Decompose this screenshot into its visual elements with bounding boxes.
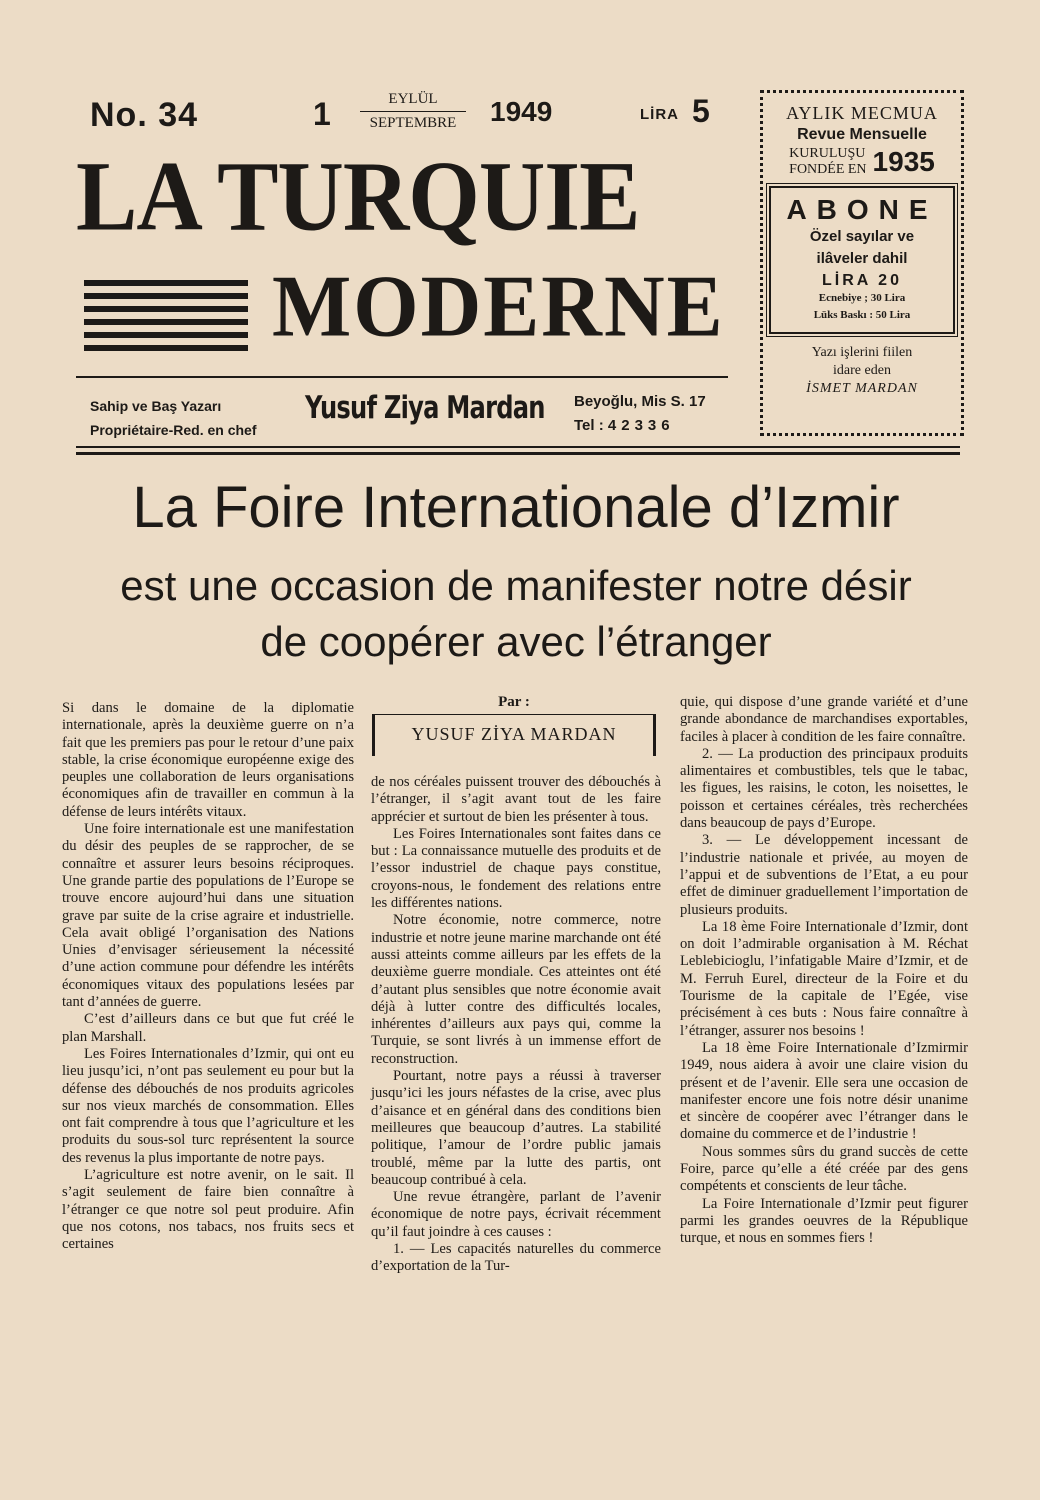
founded-label-french: FONDÉE EN	[789, 162, 867, 177]
paragraph: Les Foires Internationales d’Izmir, qui ont eu lieu jusqu’ici, n’ont pas seulement eu pour but la défense des débouchés de nos produits agricoles sur nos vieux marchés de consommation. Elles ont fait comprendre à tous que l’agriculture et les produits du sous-sol turc représentent la source des revenus la plus importante de notre pays.	[62, 1045, 354, 1166]
paragraph: L’agriculture est notre avenir, on le sait. Il s’agit seulement de faire bien connaître à l’étranger ce que notre sol peut produire. Afin que nos cotons, nos tabacs, nos fruits secs et certaines	[62, 1167, 354, 1253]
founded-label-turkish: KURULUŞU	[789, 146, 866, 161]
headline-line2: est une occasion de manifester notre désir	[120, 562, 912, 609]
subscription-line1: Özel sayılar ve	[809, 228, 915, 245]
paragraph: C’est d’ailleurs dans ce but que fut créé le plan Marshall.	[62, 1011, 354, 1045]
subscription-luxury-price: Lüks Baskı : 50 Lira	[813, 309, 911, 321]
issue-number: No. 34	[90, 96, 199, 134]
byline-box	[372, 714, 656, 756]
founded-line	[763, 146, 961, 178]
revue-mensuelle-label: Revue Mensuelle	[797, 126, 927, 143]
price-value: 5	[692, 93, 710, 129]
contact-address	[574, 390, 706, 438]
paragraph: quie, qui dispose d’une grande variété et d’une grande abondance de marchandises exportables, faciles à placer à condition de les faire connaître.	[680, 694, 968, 745]
paragraph: La 18 ème Foire Internationale d’Izmir, dont on doit l’admirable organisation à M. Réchat Leblebicioglu, l’infatigable Maire d’Izmir, et de M. Ferruh Eurel, directeur de la Foire et du Tourisme de la capitale de l’Egée, vise précisément à ces buts : Nous faire connaître à l’étranger, assurer nos besoins !	[680, 918, 968, 1039]
subscription-box	[769, 186, 955, 334]
price-label: LİRA	[640, 106, 679, 123]
paragraph: Pourtant, notre pays a réussi à traverser jusqu’ici les jours néfastes de la crise, avec plus d’aisance et en général dans des conditions bien meilleures que beaucoup d’autres. La stabilité politique, l’amour de l’ordre public jamais troublé, même par la lutte des partis, ont beaucoup contribué à cela.	[371, 1068, 661, 1188]
paragraph: Une revue étrangère, parlant de l’avenir économique de notre pays, écrivait récemment qu’il faut joindre à ces causes :	[371, 1189, 661, 1240]
editor-credit	[763, 344, 961, 398]
subscription-line2: ilâveler dahil	[816, 250, 908, 267]
byline-box-rule	[375, 714, 653, 715]
paragraph: La Foire Internationale d’Izmir peut figurer parmi les grandes oeuvres de la République turque, et nous en sommes fiers !	[680, 1195, 968, 1247]
telephone-label: Tel :	[574, 417, 604, 434]
owner-name: Yusuf Ziya Mardan	[305, 390, 545, 426]
paragraph: de nos céréales puissent trouver des débouchés à l’étranger, il s’agit avant tout de les faire apprécier et surtout de bien les présenter à tous.	[371, 774, 661, 825]
masthead-rule	[76, 376, 728, 378]
paragraph: 3. — Le développement incessant de l’industrie nationale et privée, au moyen de l’appui et de subventions de l’Etat, a eu pour effet de diminuer graduellement l’importation de plusieurs produits.	[680, 832, 968, 918]
paragraph: Les Foires Internationales sont faites dans ce but : La connaissance mutuelle des produits et de l’essor industriel de chaque pays constitue, croyons-nous, le fondement des relations entre les différentes nations.	[371, 825, 661, 912]
header-rule-top	[76, 446, 960, 448]
paragraph: La 18 ème Foire Internationale d’Izmirmir 1949, nous aidera à avoir une claire vision du présent et de l’avenir. Elle sera une occasion de manifester encore une fois notre désir unanime et sincère de coopérer avec l’étranger dans le domaine du commerce et de l’industrie !	[680, 1039, 968, 1143]
article-column-3	[680, 694, 968, 1248]
founded-year: 1935	[872, 146, 935, 177]
editor-line1: Yazı işlerini fiilen	[811, 345, 913, 360]
owner-label	[90, 394, 257, 442]
subscription-price: LİRA 20	[822, 272, 902, 289]
subscription-info-box	[760, 90, 964, 436]
byline-par: Par :	[498, 694, 530, 710]
headline-line3: de coopérer avec l’étranger	[260, 618, 772, 665]
paragraph: Si dans le domaine de la diplomatie internationale, après la deuxième guerre on n’a fait que les premiers pas pour le retour d’une paix stable, la crise économique européenne exige des peuples une collaboration de leurs organisations économiques afin de travailler en commun à la défense de leurs intérêts vitaux.	[62, 700, 354, 820]
month-turkish: EYLÜL	[388, 91, 438, 107]
editor-line2: idare eden	[833, 363, 891, 378]
paragraph: 1. — Les capacités naturelles du commerce d’exportation de la Tur-	[371, 1241, 661, 1275]
newspaper-title-line1: LA TURQUIE	[76, 141, 640, 252]
telephone-number: 42336	[607, 417, 675, 434]
paragraph: Notre économie, notre commerce, notre industrie et notre jeune marine marchande ont été aussi atteints comme ailleurs par les effets de la deuxième guerre mondiale. Ces atteintes ont été d’autant plus sensibles que notre économie avait déjà à lutter contre des difficultés locales, inhérentes d’ailleurs aux pays qui, comme la Turquie, se sont livrés à un immense effort de reconstruction.	[371, 912, 661, 1067]
byline-author: YUSUF ZİYA MARDAN	[411, 724, 617, 744]
subscription-foreign-price: Ecnebiye ; 30 Lira	[818, 292, 906, 304]
subscription-title: ABONE	[786, 194, 938, 225]
telephone	[574, 414, 706, 438]
founded-labels	[789, 146, 866, 178]
article-column-1	[62, 700, 354, 1254]
editor-name: İSMET MARDAN	[806, 381, 918, 396]
headline-line1: La Foire Internationale d’Izmir	[132, 475, 900, 540]
paragraph: Nous sommes sûrs du grand succès de cette Foire, parce qu’elle a été créée par des gens compétents et conscients de leur tâche.	[680, 1143, 968, 1195]
newspaper-title-line2: MODERNE	[272, 258, 725, 356]
issue-day: 1	[313, 96, 331, 132]
issue-year: 1949	[490, 96, 553, 127]
paragraph: 2. — La production des principaux produits alimentaires et combustibles, tels que le tabac, les figues, les raisins, le coton, les noisettes, le poisson et certaines céréales, très recherchées dans beaucoup de pays d’Europe.	[680, 745, 968, 832]
street-address: Beyoğlu, Mis S. 17	[574, 393, 706, 410]
masthead-bars-decoration	[84, 280, 248, 358]
header-rule-bottom	[76, 452, 960, 455]
monthly-magazine-label: AYLIK MECMUA	[786, 103, 938, 123]
paragraph: Une foire internationale est une manifestation du désir des peuples de se rapprocher, de se connaître et assurer leurs besoins réciproques. Une grande partie des populations de l’Europe se trouve encore aujourd’hui dans une situation grave par suite de la crise agraire et industrielle. Cela avait obligé l’organisation des Nations Unies d’envisager sérieusement la nécessité d’une action commune pour défendre les intérêts économiques vitaux des populations lesées par tant d’années de guerre.	[62, 821, 354, 1011]
month-divider	[360, 111, 466, 112]
owner-label-turkish: Sahip ve Baş Yazarı	[90, 398, 222, 414]
owner-label-french: Propriétaire-Red. en chef	[90, 422, 257, 438]
issue-month	[352, 90, 474, 133]
month-french: SEPTEMBRE	[369, 115, 457, 131]
article-column-2	[371, 774, 661, 1276]
